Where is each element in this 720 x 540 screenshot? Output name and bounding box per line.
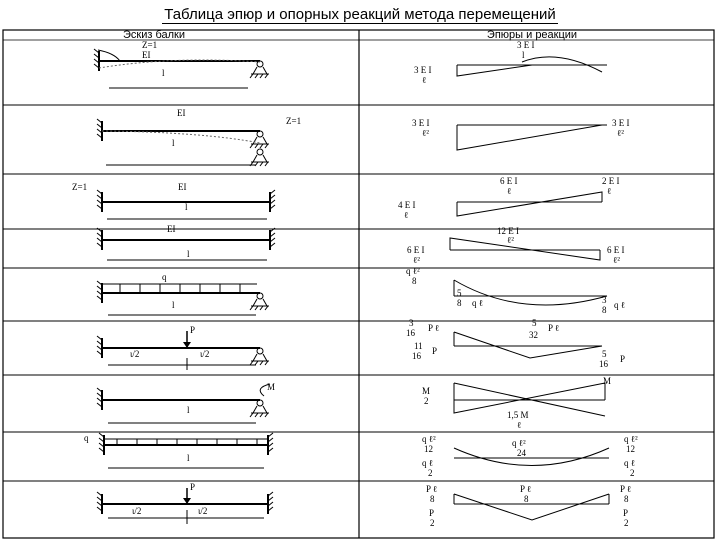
row-2-stiffness-label: EI (177, 108, 186, 118)
row-6-label-2: 16 (406, 328, 415, 338)
row-5-label-7: 8 (602, 305, 607, 315)
row-5-label-6: 3 (602, 295, 607, 305)
row-1-stiffness-label: EI (142, 50, 151, 60)
column-header-diagrams: Эпюры и реакции (486, 29, 578, 41)
row-6-half-span-1: ι/2 (130, 349, 140, 359)
row-3-label-2: ℓ (507, 186, 512, 196)
row-7-sketch (97, 382, 275, 423)
row-9-label-7: P ℓ (620, 484, 632, 494)
row-2-span-label: l (172, 138, 175, 148)
row-6-label-1: 3 (409, 318, 414, 328)
row-6-label-6: P ℓ (548, 323, 560, 333)
row-4-label-2: ℓ² (507, 235, 515, 245)
row-9-label-2: 8 (430, 494, 435, 504)
row-3-label-4: ℓ (607, 186, 612, 196)
row-8-load-label: q (84, 433, 89, 443)
row-5-label-3: 5 (457, 288, 462, 298)
row-8-label-5: q ℓ² (512, 438, 526, 448)
row-5-label-8: q ℓ (614, 300, 626, 310)
row-5-label-4: 8 (457, 298, 462, 308)
row-6-sketch (97, 325, 269, 370)
row-7-label-4: 1,5 M (507, 410, 529, 420)
row-6-label-8: 16 (412, 351, 421, 361)
row-9-force-label: P (190, 482, 196, 492)
row-5-sketch (97, 272, 269, 315)
row-4-diagram (407, 226, 625, 265)
row-3-label-3: 2 E I (602, 176, 620, 186)
row-3-span-label: l (185, 202, 188, 212)
row-3-stiffness-label: EI (178, 182, 187, 192)
row-1-diagram (414, 40, 607, 85)
row-1-label-3: 3 E I (414, 65, 432, 75)
row-9-half-span-1: ι/2 (132, 506, 142, 516)
row-4-label-1: 12 E I (497, 226, 519, 236)
row-5-label-5: q ℓ (472, 298, 484, 308)
row-5-diagram (406, 266, 625, 315)
row-1-load-label: Z=1 (142, 40, 158, 50)
row-1-sketch (94, 40, 269, 88)
row-7-span-label: l (187, 405, 190, 415)
row-2-sketch (97, 108, 301, 166)
row-6-label-11: 16 (599, 359, 608, 369)
row-2-load-label: Z=1 (286, 116, 302, 126)
row-6-label-4: 5 (532, 318, 537, 328)
row-6-label-7: 11 (414, 341, 423, 351)
row-4-label-3: 6 E I (407, 245, 425, 255)
row-9-label-5: P ℓ (520, 484, 532, 494)
row-8-label-8: 12 (626, 444, 635, 454)
row-8-label-10: 2 (630, 468, 635, 478)
row-8-diagram (422, 434, 638, 478)
row-4-label-6: ℓ² (613, 255, 621, 265)
row-5-load-label: q (162, 272, 167, 282)
row-7-label-5: ℓ (517, 420, 522, 430)
row-8-label-4: 2 (428, 468, 433, 478)
row-3-label-1: 6 E I (500, 176, 518, 186)
row-9-label-4: 2 (430, 518, 435, 528)
row-7-label-1: M (422, 386, 431, 396)
row-7-label-3: M (603, 376, 612, 386)
row-8-span-label: l (187, 453, 190, 463)
row-2-label-3: 3 E I (612, 118, 630, 128)
row-3-sketch (72, 182, 275, 219)
row-7-label-2: 2 (424, 396, 429, 406)
row-6-label-9: P (432, 346, 438, 356)
row-9-label-8: 8 (624, 494, 629, 504)
row-9-label-6: 8 (524, 494, 529, 504)
row-2-diagram (412, 118, 630, 150)
row-3-load-label: Z=1 (72, 182, 88, 192)
row-8-sketch (84, 433, 273, 468)
row-1-span-label: l (162, 68, 165, 78)
row-3-label-5: 4 E I (398, 200, 416, 210)
page-title (0, 6, 720, 23)
row-8-label-1: q ℓ² (422, 434, 436, 444)
row-9-sketch (97, 482, 273, 524)
row-8-label-3: q ℓ (422, 458, 434, 468)
row-8-label-9: q ℓ (624, 458, 636, 468)
row-6-force-label: P (190, 325, 196, 335)
row-8-label-2: 12 (424, 444, 433, 454)
row-1-label-4: ℓ (422, 75, 427, 85)
row-2-label-1: 3 E I (412, 118, 430, 128)
row-6-label-10: 5 (602, 349, 607, 359)
row-4-label-5: 6 E I (607, 245, 625, 255)
row-9-label-1: P ℓ (426, 484, 438, 494)
row-9-label-3: P (429, 508, 435, 518)
row-7-moment-label: M (267, 382, 276, 392)
row-6-label-12: P (620, 354, 626, 364)
row-9-diagram (426, 484, 631, 528)
row-6-label-5: 32 (529, 330, 538, 340)
row-1-label-1: 3 E I (517, 40, 535, 50)
page-title-text: Таблица эпюр и опорных реакций метода перемещений (164, 6, 556, 23)
row-6-label-3: P ℓ (428, 323, 440, 333)
row-8-label-6: 24 (517, 448, 526, 458)
row-2-label-2: ℓ² (422, 128, 430, 138)
reference-table (2, 28, 716, 540)
row-5-label-1: q ℓ² (406, 266, 420, 276)
row-8-label-7: q ℓ² (624, 434, 638, 444)
row-5-label-2: 8 (412, 276, 417, 286)
row-3-diagram (398, 176, 620, 220)
row-4-label-4: ℓ² (413, 255, 421, 265)
row-4-stiffness-label: EI (167, 224, 176, 234)
row-9-label-9: P (623, 508, 629, 518)
row-1-label-2: l (522, 50, 525, 60)
row-3-label-6: ℓ (404, 210, 409, 220)
row-7-diagram (422, 376, 611, 430)
column-header-sketch: Эскиз балки (122, 29, 186, 41)
row-9-half-span-2: ι/2 (198, 506, 208, 516)
row-4-span-label: l (187, 249, 190, 259)
row-5-span-label: l (172, 300, 175, 310)
row-6-diagram (406, 318, 625, 369)
row-6-half-span-2: ι/2 (200, 349, 210, 359)
row-2-label-4: ℓ² (617, 128, 625, 138)
row-9-label-10: 2 (624, 518, 629, 528)
